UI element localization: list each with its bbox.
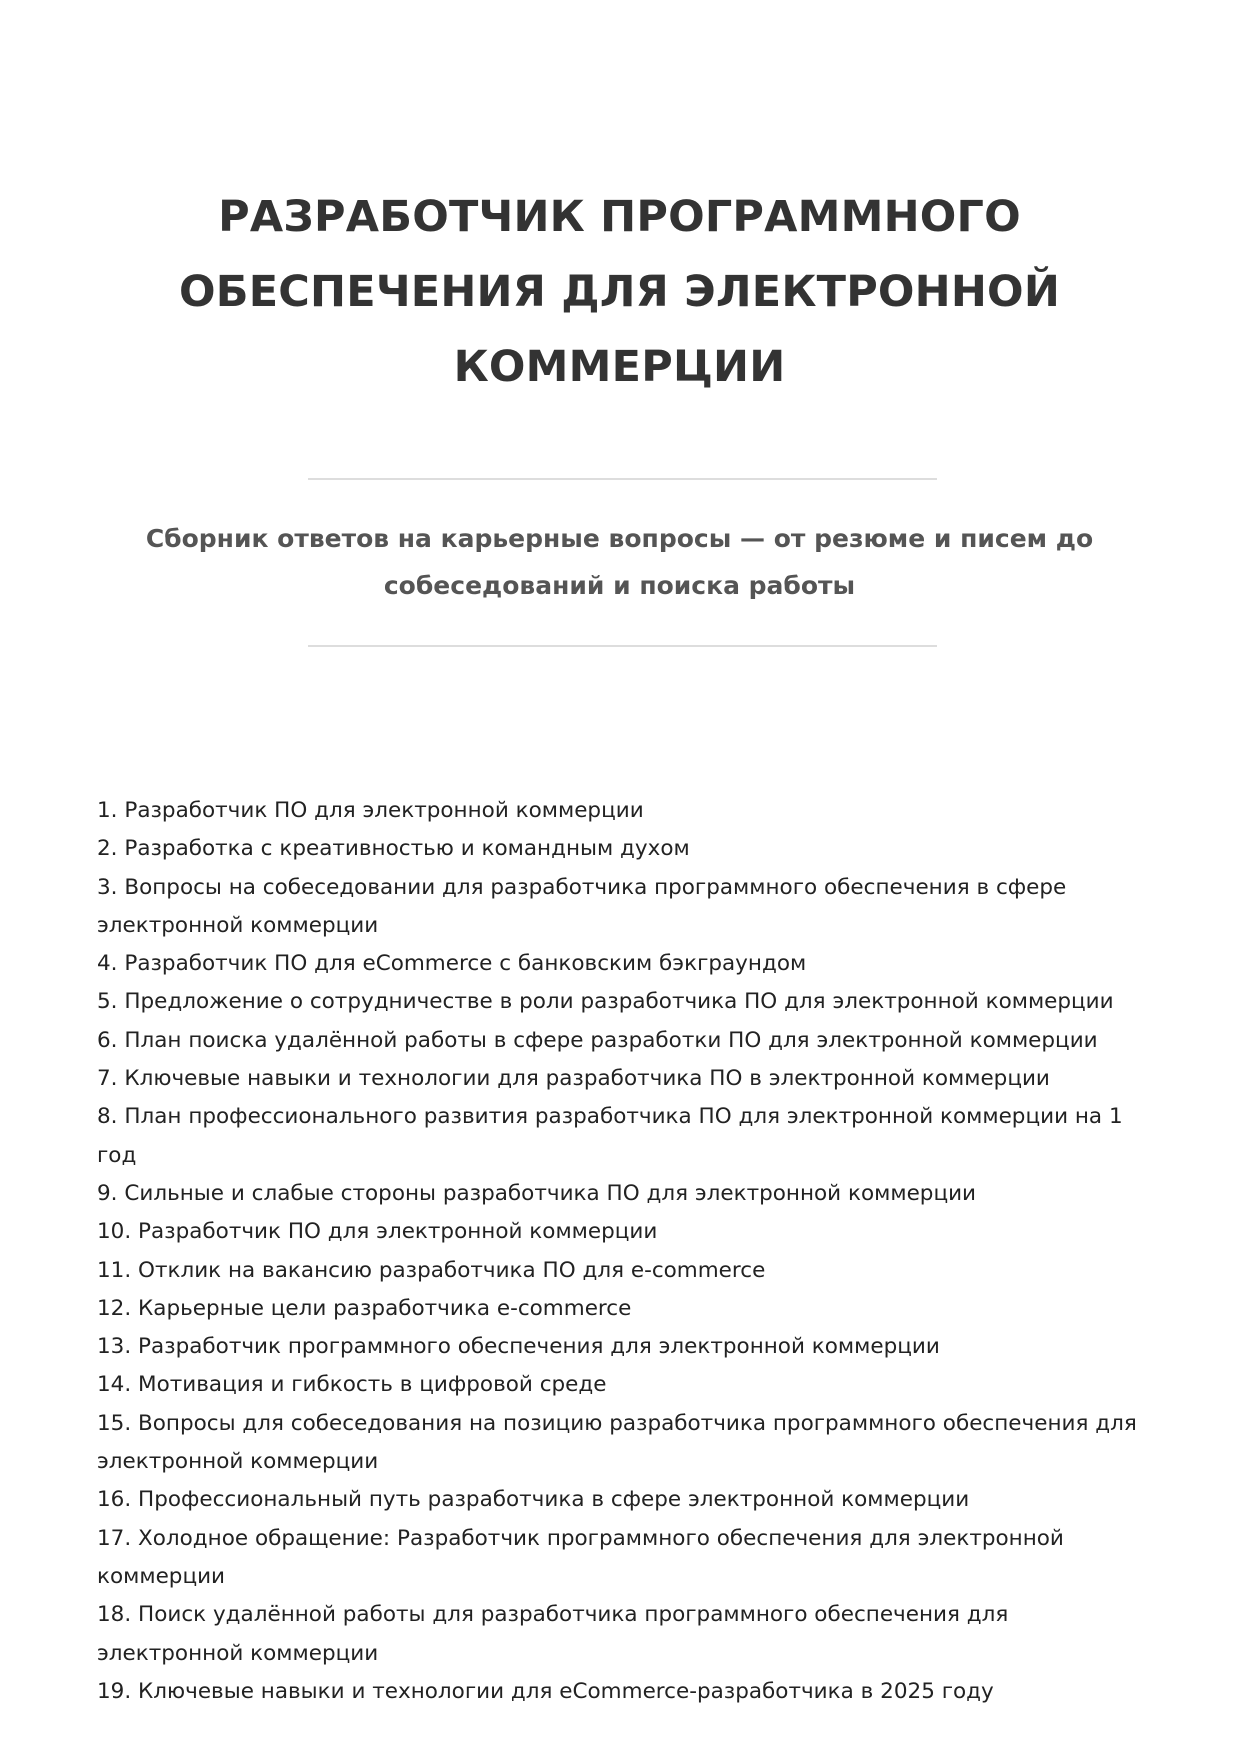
- toc-item-10: 10. Разработчик ПО для электронной коммерции: [97, 1219, 658, 1245]
- toc-item-3: 3. Вопросы на собеседовании для разработчика программного обеспечения в сфере электронной коммерции: [97, 874, 1067, 938]
- toc-item-15: 15. Вопросы для собеседования на позицию разработчика программного обеспечения для электронной коммерции: [97, 1410, 1137, 1475]
- toc-item-14: 14. Мотивация и гибкость в цифровой среде: [97, 1372, 607, 1398]
- subtitle-divider: [308, 645, 937, 647]
- toc-item-13: 13. Разработчик программного обеспечения для электронной коммерции: [97, 1334, 940, 1360]
- toc-item-1: 1. Разработчик ПО для электронной коммерции: [97, 798, 644, 823]
- table-of-contents: [97, 792, 1157, 1711]
- toc-item-5: 5. Предложение о сотрудничестве в роли разработчика ПО для электронной коммерции: [97, 989, 1114, 1015]
- toc-item-9: 9. Сильные и слабые стороны разработчика ПО для электронной коммерции: [97, 1180, 977, 1206]
- title-divider: [308, 478, 937, 480]
- toc-item-17: 17. Холодное обращение: Разработчик программного обеспечения для электронной коммерции: [97, 1525, 1064, 1589]
- toc-item-19: 19. Ключевые навыки и технологии для eCommerce-разработчика в 2025 году: [97, 1678, 994, 1704]
- toc-item-7: 7. Ключевые навыки и технологии для разработчика ПО в электронной коммерции: [97, 1066, 1050, 1092]
- page-subtitle: Сборник ответов на карьерные вопросы — от резюме и писем до собеседований и поиска работы: [145, 524, 1094, 600]
- toc-item-12: 12. Карьерные цели разработчика e-commerce: [97, 1295, 632, 1321]
- toc-item-11: 11. Отклик на вакансию разработчика ПО для e-commerce: [97, 1257, 766, 1283]
- toc-item-6: 6. План поиска удалённой работы в сфере разработки ПО для электронной коммерции: [97, 1027, 1098, 1053]
- toc-item-8: 8. План профессионального развития разработчика ПО для электронной коммерции на 1 год: [97, 1104, 1123, 1168]
- toc-item-2: 2. Разработка с креативностью и командным духом: [97, 836, 690, 862]
- toc-item-18: 18. Поиск удалённой работы для разработчика программного обеспечения для электронной коммерции: [97, 1602, 1009, 1666]
- toc-item-4: 4. Разработчик ПО для eCommerce с банковским бэкграундом: [97, 951, 807, 977]
- page-title: РАЗРАБОТЧИК ПРОГРАММНОГО ОБЕСПЕЧЕНИЯ ДЛЯ ЭЛЕКТРОННОЙ КОММЕРЦИИ: [179, 192, 1060, 392]
- toc-item-16: 16. Профессиональный путь разработчика в сфере электронной коммерции: [97, 1487, 970, 1513]
